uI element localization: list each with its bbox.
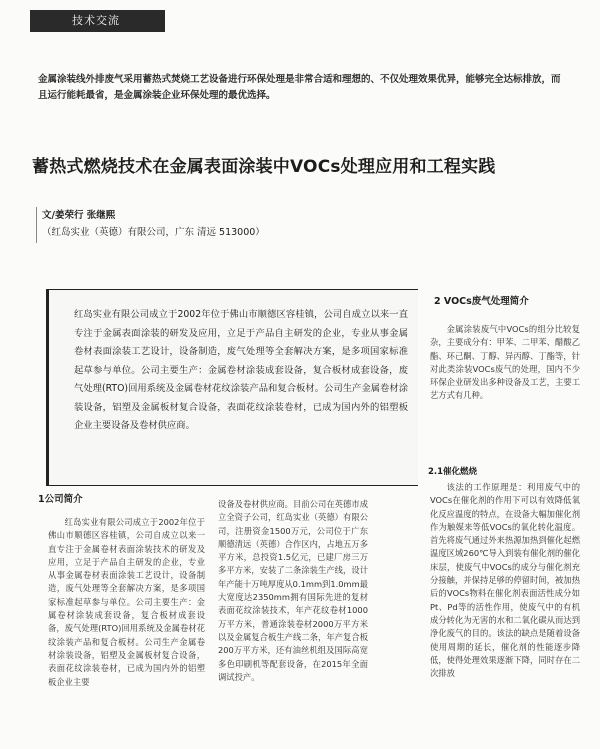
- section-text-company-cont: 设备及卷材供应商。目前公司在英德市成立全资子公司，红岛实业（英德）有限公司，注册资金1500万元，公司位于广东顺德清远（英德）合作区内，占地五万多平方米，总投资1.5亿元，已建厂房三万多平方米，安装了二条涂装生产线，设计年产能十万吨厚度从0.1mm到1.0mm最大宽度达2350mm拥有国际先进的复材表面花纹涂装技术，年产花纹卷材1000万平方米，普通涂装卷材2000万平方米以及金属复合板生产线二条，年产复合板200万平方米，还有油丝机组及国际高宽多色印刷机等配套设备，在2015年全面调试投产。: [218, 499, 368, 682]
- section-text-catalytic: 该法的工作原理是：利用废气中的VOCs在催化剂的作用下可以有效降低氧化反应温度的特点，在设备大幅加催化剂作为触媒来等低VOCs的氧化转化温度。首先将废气通过外来热源加热到催化起燃温度区域260℃导入到装有催化剂的催化床层，使废气中VOCs的成分与催化剂充分接触，并保持足够的停留时间，被加热后的VOCs物料在催化剂表面活性成分如Pt、Pd等的活性作用，使废气中的有机成分转化为无害的水和二氧化碳从而达到净化废气的目的。该法的缺点是随着设备使用周期的延长，催化剂的性能逐步降低，使得处理效果逐渐下降，同时存在二次排放: [430, 482, 580, 679]
- byline-rule: [36, 207, 37, 243]
- section-text-vocs: 金属涂装废气中VOCs的组分比较复杂，主要成分有：甲苯、二甲苯、醋酸乙酯、环己酮、丁醇、异丙醇、丁酯等，针对此类涂装VOCs废气的处理，国内不少环保企业研发出多种设备及工艺，主要工艺方式有几种。: [430, 324, 580, 401]
- section-tag: 技术交流: [30, 10, 165, 32]
- section-heading-catalytic: 2.1催化燃烧: [428, 467, 478, 477]
- byline-affiliation: （红岛实业（英德）有限公司，广东 清远 513000）: [42, 227, 265, 238]
- section-text-company: 红岛实业有限公司成立于2002年位于佛山市顺德区容桂镇，公司自成立以来一直专注于金属卷材表面涂装技术的研发及应用，立足于产品自主研发的企业，专业从事金属卷材表面涂装工艺设计，设备制造，废气处理等全套解决方案，是多项国家标准起草参与单位。公司主要生产：金属卷材涂装成套设备，复合板材成套设备，废气处理(RTO)回用系统及金属卷材花纹涂装产品和复合板材。公司生产金属卷材涂装设备，铝塑及金属板材复合设备，表面花纹涂装卷材，已成为国内外的铝塑板企业主要: [48, 517, 205, 687]
- byline-author: 文/姜荣行 张继熙: [42, 210, 116, 221]
- abstract: 金属涂装线外排废气采用蓄热式焚烧工艺设备进行环保处理是非常合适和理想的、不仅处理效果优异，能够完全达标排放，而且运行能耗最省，是金属涂装企业环保处理的最优选择。: [38, 74, 561, 101]
- byline: [42, 207, 442, 241]
- article-title: 蓄热式燃烧技术在金属表面涂装中VOCs处理应用和工程实践: [32, 157, 496, 177]
- section-heading-vocs: 2 VOCs废气处理简介: [434, 296, 529, 307]
- company-intro-text: 红岛实业有限公司成立于2002年位于佛山市顺德区容桂镇，公司自成立以来一直专注于金属表面涂装的研发及应用，立足于产品自主研发的企业，专业从事金属卷材表面涂装工艺设计，设备制造，废气处理等全套解决方案，是多项国家标准起草参与单位。公司主要生产：金属卷材涂装成套设备，复合板材成套设备，废气处理(RTO)回用系统及金属卷材花纹涂装产品和复合板材。公司生产金属卷材涂装设备，铝塑及金属板材复合设备，表面花纹涂装卷材，已成为国内外的铝塑板企业主要设备及卷材供应商。: [74, 309, 408, 431]
- section-heading-company: 1公司简介: [38, 494, 83, 505]
